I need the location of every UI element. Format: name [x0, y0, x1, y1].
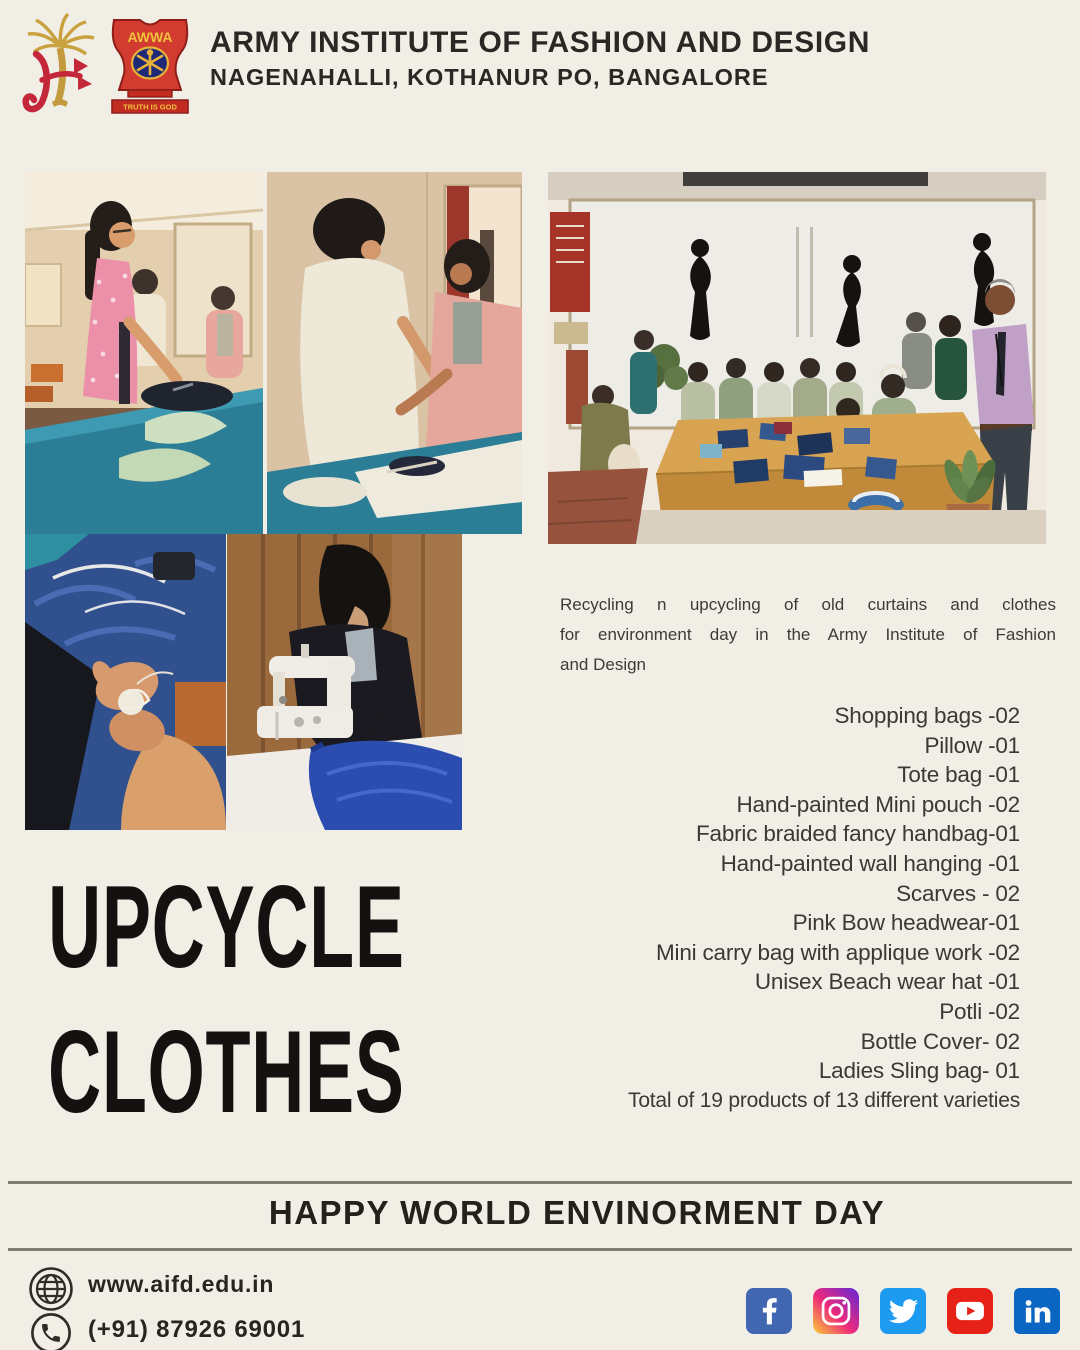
product-line: Hand-painted Mini pouch -02: [736, 791, 1020, 817]
product-line: Pillow -01: [924, 732, 1020, 758]
product-line: Scarves - 02: [896, 880, 1020, 906]
product-line: Potli -02: [939, 998, 1020, 1024]
product-line: Pink Bow headwear-01: [792, 910, 1020, 936]
intro-line: for environment day in the Army Institute of Fashion: [560, 625, 1056, 644]
product-line: Ladies Sling bag- 01: [818, 1058, 1020, 1084]
banner-rule-top: [8, 1181, 1072, 1184]
product-line: Hand-painted wall hanging -01: [720, 850, 1020, 876]
social-icons: [746, 1288, 1060, 1334]
photo-cutting-table-right: [267, 172, 522, 534]
intro-line: and Design: [560, 655, 647, 674]
awwa-crest-logo: [102, 16, 198, 118]
linkedin-icon: [1014, 1288, 1060, 1334]
product-line: Unisex Beach wear hat -01: [754, 969, 1020, 995]
facebook-icon: [746, 1288, 792, 1334]
awwa-motto: TRUTH IS GOD: [123, 102, 177, 112]
intro-line: Recycling n upcycling of old curtains and clothes: [560, 595, 1056, 614]
product-line: Fabric braided fancy handbag-01: [695, 821, 1020, 847]
aifd-palm-logo: [14, 10, 102, 116]
headline: [48, 861, 614, 1137]
banner-text: HAPPY WORLD ENVINORMENT DAY: [268, 1194, 886, 1231]
headline-line-2: CLOTHES: [48, 1006, 405, 1137]
website-text: www.aifd.edu.in: [88, 1271, 275, 1297]
product-line: Bottle Cover- 02: [860, 1028, 1020, 1054]
product-line: Mini carry bag with applique work -02: [655, 939, 1020, 965]
phone-icon: [30, 1312, 72, 1350]
photo-sewing-machine: [227, 534, 462, 830]
banner-rule-bottom: [8, 1248, 1072, 1251]
photo-hand-stitching: [25, 534, 226, 830]
product-list: [552, 701, 1020, 1086]
photo-cutting-table-left: [25, 172, 263, 534]
headline-line-1: UPCYCLE: [48, 861, 405, 992]
product-summary: [552, 701, 1020, 1115]
awwa-acronym: AWWA: [127, 29, 173, 45]
intro-paragraph: [560, 590, 1056, 680]
globe-icon: [28, 1266, 74, 1312]
twitter-icon: [880, 1288, 926, 1334]
product-line: Tote bag -01: [897, 762, 1020, 788]
instagram-icon: [813, 1288, 859, 1334]
product-total-line: Total of 19 products of 13 different varieties: [628, 1088, 1020, 1112]
page-title: ARMY INSTITUTE OF FASHION AND DESIGN: [210, 26, 870, 59]
page-subtitle: NAGENAHALLI, KOTHANUR PO, BANGALORE: [210, 64, 769, 90]
photo-group-display: [548, 172, 1046, 544]
youtube-icon: [947, 1288, 993, 1334]
phone-text: (+91) 87926 69001: [88, 1316, 306, 1343]
product-line: Shopping bags -02: [834, 703, 1020, 728]
